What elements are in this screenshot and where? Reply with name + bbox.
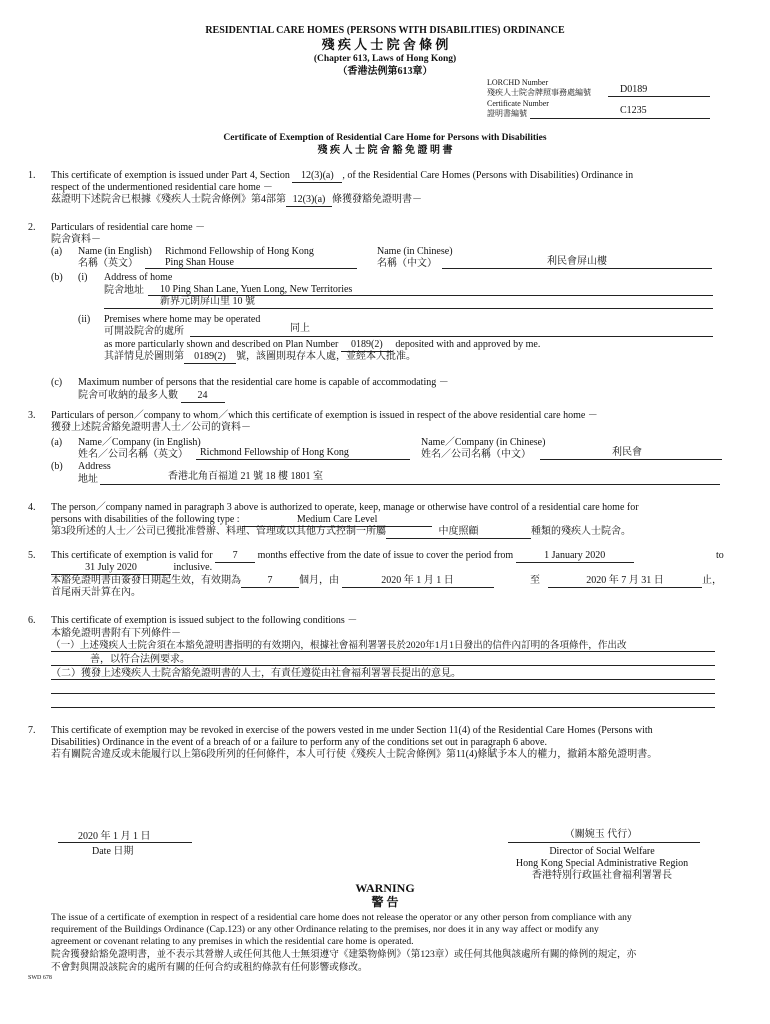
p5-months: 7 (215, 551, 255, 563)
ordinance-title-en: RESIDENTIAL CARE HOMES (PERSONS WITH DISABILITIES) ORDINANCE (205, 25, 565, 36)
p5-line1 (51, 550, 634, 563)
p6-underline1 (51, 651, 715, 652)
p3-name-zh-label-zh: 姓名／公司名稱（中文） (421, 449, 531, 460)
p4-line1: The person／company named in paragraph 3 above is authorized to operate, keep, manage or otherwise have control of a residential care home for (51, 502, 639, 513)
p3-line1: Particulars of person／company to whom／which this certificate of exemption is issued in respect of the above residential care home － (51, 410, 598, 421)
warning-en-1: The issue of a certificate of exemption in respect of a residential care home does not release the operator or any other person from compliance with any (51, 912, 632, 923)
p5-to-zh-wrap (548, 575, 722, 588)
p3-addr-label-en: Address (78, 461, 111, 472)
p1-line1 (51, 170, 633, 183)
p6-cond1-a: （一）上述殘疾人士院舍須在本豁免證明書指明的有效期內，根據社會福利署署長於2020年1月1日發出的信件內訂明的各項條件，作出改 (51, 640, 627, 651)
p6-underline3 (51, 679, 715, 680)
p2-a: (a) (51, 246, 63, 257)
p7-number: 7. (28, 725, 36, 736)
signer-name: （關婉玉 代行） (564, 829, 638, 840)
p3-name-en-underline (196, 459, 410, 460)
p1-line2: respect of the undermentioned residential care home － (51, 182, 273, 193)
p3-addr-value: 香港北角百福道 21 號 18 樓 1801 室 (168, 471, 323, 482)
p1-line3-b: 條獲發豁免證明書－ (332, 194, 422, 205)
p6-cond1-b: 善，以符合法例要求。 (90, 654, 190, 665)
p2-max-zh (78, 390, 225, 403)
p5-line1-b: months effective from the date of issue to cover the period from (257, 550, 514, 561)
p2-max-value: 24 (181, 391, 225, 403)
warning-zh-2: 不會對與開設該院舍的處所有關的任何合約或租約條款有任何影響或修改。 (51, 962, 368, 973)
p5-number: 5. (28, 550, 36, 561)
sign-date-label: Date 日期 (92, 846, 134, 857)
warning-en-2: requirement of the Buildings Ordinance (Cap.123) or any other Ordinance relating to the premises, nor does it in any way affect or modify any (51, 924, 599, 935)
cert-label-en: Certificate Number (487, 99, 549, 108)
p6-underline2 (51, 665, 715, 666)
p1-line3-a: 茲證明下述院舍已根據《殘疾人士院舍條例》第4部第 (51, 194, 286, 205)
p1-section: 12(3)(a) (292, 171, 342, 183)
p3-name-en-label-zh: 姓名／公司名稱（英文） (78, 449, 188, 460)
p2-bi: (i) (78, 272, 88, 283)
lorchd-underline (608, 96, 710, 97)
p5-line4: 首尾兩天計算在內。 (51, 587, 141, 598)
cert-label-zh: 證明書編號 (487, 109, 527, 118)
p5-line3 (51, 575, 494, 588)
p3-addr-underline (100, 484, 720, 485)
p2-name-zh-label-en: Name (in Chinese) (377, 246, 453, 257)
sign-date-underline (58, 842, 192, 843)
p2-name-zh-label-zh: 名稱（中文） (377, 258, 437, 269)
p6-line1: This certificate of exemption is issued subject to the following conditions － (51, 615, 358, 626)
p6-number: 6. (28, 615, 36, 626)
p2-number: 2. (28, 222, 36, 233)
ordinance-title-zh: 殘 疾 人 士 院 舍 條 例 (321, 37, 449, 52)
signer-underline (508, 842, 700, 843)
p2-name-en-value: Richmond Fellowship of Hong Kong (165, 246, 314, 257)
p2-plan-number-zh: 0189(2) (184, 352, 236, 364)
p3-name-en-label: Name／Company (in English) (78, 437, 201, 448)
p2-plan-en (104, 339, 540, 352)
p4-type-zh: 中度照顧 (386, 527, 531, 539)
p2-premises-value: 同上 (290, 323, 310, 334)
p2-plan-en-a: as more particularly shown and described on Plan Number (104, 339, 339, 350)
p2-premises-underline (190, 336, 713, 337)
p2-addr-value-zh: 新界元朗屏山里 10 號 (160, 296, 255, 307)
lorchd-label-zh: 殘疾人士院舍牌照事務處編號 (487, 88, 591, 97)
p7-line2: Disabilities) Ordinance in the event of a breach of or a failure to perform any of the conditions set out in paragraph 6 above. (51, 737, 547, 748)
chapter-en: (Chapter 613, Laws of Hong Kong) (313, 54, 457, 64)
doc-title-zh: 殘 疾 人 士 院 舍 豁 免 證 明 書 (317, 145, 453, 156)
p2-plan-zh-a: 其詳情見於圖則第 (104, 351, 184, 362)
p2-plan-zh (104, 351, 416, 364)
p3-b: (b) (51, 461, 63, 472)
p5-to-zh: 2020 年 7 月 31 日 (548, 576, 702, 588)
p3-name-zh-label-en: Name／Company (in Chinese) (421, 437, 546, 448)
lorchd-value: D0189 (620, 84, 648, 95)
p1-number: 1. (28, 170, 36, 181)
p4-line3-a: 第3段所述的人士／公司已獲批准營辦、料理、管理或以其他方式控制一所屬 (51, 526, 386, 537)
p7-line3: 若有關院舍違反或未能履行以上第6段所列的任何條件，本人可行使《殘疾人士院舍條例》第11(4)條賦予本人的權力，撤銷本豁免證明書。 (51, 749, 658, 760)
lorchd-label-en: LORCHD Number (487, 78, 549, 87)
p3-name-en-value: Richmond Fellowship of Hong Kong (200, 447, 349, 458)
p2-bii: (ii) (78, 314, 91, 325)
p2-max-zh-label: 院舍可收納的最多人數 (78, 390, 178, 401)
p6-cond2: （二）獲發上述殘疾人士院舍豁免證明書的人士，有責任遵從由社會福利署署長提出的意見。 (51, 668, 461, 679)
cert-value: C1235 (620, 105, 647, 116)
p2-addr-value-en: 10 Ping Shan Lane, Yuen Long, New Territories (160, 284, 353, 295)
p4-line3-b: 種類的殘疾人士院舍。 (531, 526, 631, 537)
p2-name-en-label-zh: 名稱（英文） (78, 258, 138, 269)
p5-zhi-end: 止， (702, 575, 722, 586)
p4-line2-a: persons with disabilities of the following type : (51, 514, 240, 525)
p3-addr-label-zh: 地址 (78, 474, 98, 485)
warning-en-3: agreement or covenant relating to any premises in which the residential care home is operated. (51, 936, 414, 947)
p2-addr-underline2 (104, 308, 713, 309)
p2-b: (b) (51, 272, 63, 283)
p2-name-en-label: Name (in English) (78, 246, 152, 257)
p2-name-en-value2: Ping Shan House (165, 257, 234, 268)
p2-line2: 院舍資料－ (51, 234, 101, 245)
p5-inclusive: inclusive. (173, 562, 213, 573)
p5-line2 (51, 562, 212, 575)
p2-name-zh-underline (442, 268, 712, 269)
p6-underline4 (51, 693, 715, 694)
p3-name-zh-underline (540, 459, 722, 460)
p5-line3-a: 本豁免證明書由簽發日期起生效，有效期為 (51, 575, 241, 586)
p5-to: to (716, 550, 724, 561)
p3-line2: 獲發上述院舍豁免證明書人士／公司的資料－ (51, 422, 251, 433)
p7-line1: This certificate of exemption may be revoked in exercise of the powers vested in me under Section 11(4) of the Residential Care Homes (Persons with (51, 725, 653, 736)
p5-from-en: 1 January 2020 (516, 551, 634, 563)
warning-title-zh: 警 告 (371, 895, 399, 909)
p2-plan-en-b: deposited with and approved by me. (395, 339, 541, 350)
director-title: Director of Social Welfare (549, 846, 655, 857)
p5-line1-a: This certificate of exemption is valid for (51, 550, 213, 561)
p5-zhi: 至 (530, 575, 540, 586)
p5-months-zh: 7 (241, 576, 299, 588)
sign-date-value: 2020 年 1 月 1 日 (78, 831, 151, 842)
p3-name-zh-value: 利民會 (612, 447, 642, 458)
p3-a: (a) (51, 437, 63, 448)
p2-addr-label-en: Address of home (104, 272, 173, 283)
warning-title-en: WARNING (355, 881, 415, 895)
p2-max-en: Maximum number of persons that the residential care home is capable of accommodating － (78, 377, 449, 388)
p2-name-en-underline (145, 268, 357, 269)
doc-title-en: Certificate of Exemption of Residential Care Home for Persons with Disabilities (223, 133, 547, 143)
p1-line1-b: , of the Residential Care Homes (Persons with Disabilities) Ordinance in (342, 170, 634, 181)
warning-zh-1: 院舍獲發給豁免證明書，並不表示其營辦人或任何其他人士無須遵守《建築物條例》（第123章）或任何其他與該處所有關的條例的規定，亦 (51, 949, 637, 960)
region-title-zh: 香港特別行政區社會福利署署長 (532, 870, 672, 881)
form-code: SWD 678 (28, 975, 52, 981)
chapter-zh: （香港法例第613章） (337, 66, 433, 77)
p1-line1-a: This certificate of exemption is issued under Part 4, Section (51, 170, 290, 181)
p2-name-zh-value: 利民會屏山樓 (547, 256, 607, 267)
p2-premises-zh: 可開設院舍的處所 (104, 326, 184, 337)
p2-plan-number: 0189(2) (341, 340, 393, 352)
cert-underline (530, 118, 710, 119)
p6-line2: 本豁免證明書附有下列條件－ (51, 628, 181, 639)
p4-line2 (51, 514, 432, 527)
p4-type-en: Medium Care Level (242, 515, 432, 527)
p2-plan-zh-b: 號，該圖則現存本人處，並經本人批准。 (236, 351, 416, 362)
p4-line3 (51, 526, 631, 539)
p3-number: 3. (28, 410, 36, 421)
p2-premises-en: Premises where home may be operated (104, 314, 261, 325)
p4-number: 4. (28, 502, 36, 513)
p5-from-zh: 2020 年 1 月 1 日 (342, 576, 494, 588)
p2-addr-label-zh: 院舍地址 (104, 285, 144, 296)
p6-underline5 (51, 707, 715, 708)
p1-section-zh: 12(3)(a) (286, 195, 332, 207)
region-title: Hong Kong Special Administrative Region (515, 858, 689, 869)
p2-c: (c) (51, 377, 63, 388)
p2-line1: Particulars of residential care home － (51, 222, 206, 233)
p1-line3 (51, 194, 422, 207)
p5-to-en: 31 July 2020 (51, 563, 171, 575)
p5-line3-b: 個月，由 (299, 575, 339, 586)
